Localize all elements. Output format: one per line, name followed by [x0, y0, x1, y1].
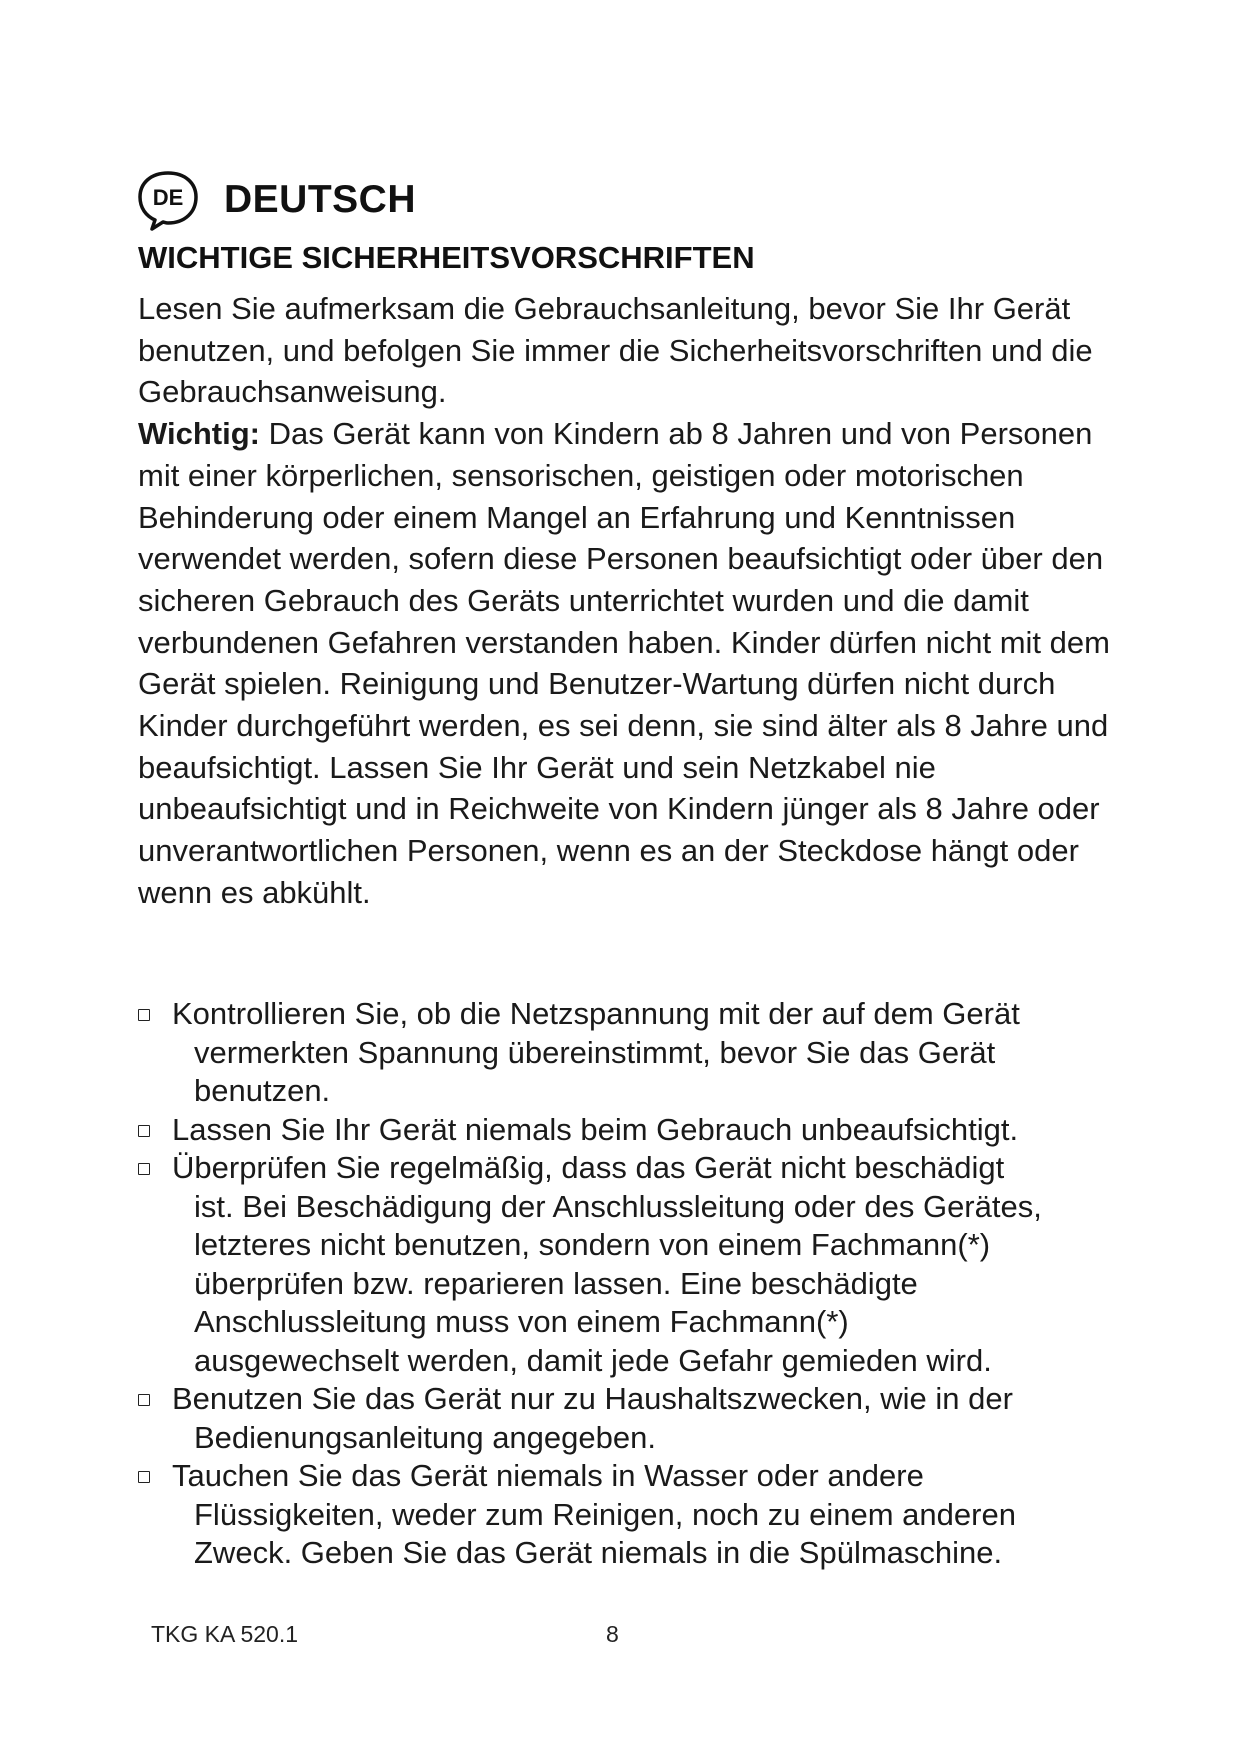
list-item-line: überprüfen bzw. reparieren lassen. Eine beschädigte [194, 1265, 918, 1301]
list-item [138, 1457, 1138, 1573]
list-item-line: ausgewechselt werden, damit jede Gefahr gemieden wird. [194, 1342, 992, 1378]
intro-paragraph: Lesen Sie aufmerksam die Gebrauchsanleitung, bevor Sie Ihr Gerät benutzen, und befolgen Sie immer die Sicherheitsvorschriften und die Gebrauchsanweisung. [138, 291, 1093, 410]
checkbox-bullet-icon [138, 1125, 150, 1137]
section-title: WICHTIGE SICHERHEITSVORSCHRIFTEN [138, 240, 755, 275]
important-paragraph [138, 413, 1138, 913]
list-item-line: Flüssigkeiten, weder zum Reinigen, noch zu einem anderen [194, 1496, 1016, 1532]
model-number: TKG KA 520.1 [151, 1621, 299, 1647]
page-number: 8 [606, 1621, 619, 1647]
list-item-line: Anschlussleitung muss von einem Fachmann(*) [194, 1304, 849, 1339]
list-item-line: benutzen. [194, 1073, 331, 1108]
checkbox-bullet-icon [138, 1394, 150, 1406]
list-item-line: vermerkten Spannung übereinstimmt, bevor Sie das Gerät [194, 1034, 996, 1070]
list-item-line: letzteres nicht benutzen, sondern von einem Fachmann(*) [194, 1227, 991, 1262]
checkbox-bullet-icon [138, 1163, 150, 1175]
language-header [136, 168, 416, 232]
lang-code: DE [152, 185, 184, 210]
intro-block [138, 288, 1138, 914]
list-item-line: Lassen Sie Ihr Gerät niemals beim Gebrauch unbeaufsichtigt. [172, 1111, 1019, 1147]
list-item [138, 995, 1138, 1111]
list-item-line: Bedienungsanleitung angegeben. [194, 1419, 656, 1455]
important-text: Das Gerät kann von Kindern ab 8 Jahren und von Personen mit einer körperlichen, sensorischen, geistigen oder motorischen Behinderung oder einem Mangel an Erfahrung und Kenntnissen verwendet werden, sofern diese Personen beaufsichtigt oder über den sicheren Gebrauch des Geräts unterrichtet wurden und die damit verbundenen Gefahren verstanden haben. Kinder dürfen nicht mit dem Gerät spielen. Reinigung und Benutzer-Wartung dürfen nicht durch Kinder durchgeführt werden, es sei denn, sie sind älter als 8 Jahre und beaufsichtigt. Lassen Sie Ihr Gerät und sein Netzkabel nie unbeaufsichtigt und in Reichweite von Kindern jünger als 8 Jahre oder unverantwortlichen Personen, wenn es an der Steckdose hängt oder wenn es abkühlt. [138, 416, 1110, 910]
list-item-line: ist. Bei Beschädigung der Anschlussleitung oder des Gerätes, [194, 1188, 1042, 1224]
important-label: Wichtig: [138, 416, 260, 452]
checkbox-bullet-icon [138, 1009, 150, 1021]
list-item-line: Zweck. Geben Sie das Gerät niemals in die Spülmaschine. [194, 1535, 1003, 1570]
list-item-line: Überprüfen Sie regelmäßig, dass das Gerät nicht beschädigt [172, 1150, 1005, 1185]
checkbox-bullet-icon [138, 1471, 150, 1483]
list-item-line: Kontrollieren Sie, ob die Netzspannung mit der auf dem Gerät [172, 996, 1020, 1031]
list-item-line: Tauchen Sie das Gerät niemals in Wasser oder andere [172, 1458, 924, 1493]
list-item [138, 1380, 1138, 1457]
language-title: DEUTSCH [224, 178, 417, 221]
list-item [138, 1111, 1138, 1150]
safety-rules-list [138, 995, 1138, 1573]
list-item-line: Benutzen Sie das Gerät nur zu Haushaltszwecken, wie in der [172, 1381, 1013, 1416]
speech-bubble-icon [136, 168, 200, 232]
list-item [138, 1149, 1138, 1380]
